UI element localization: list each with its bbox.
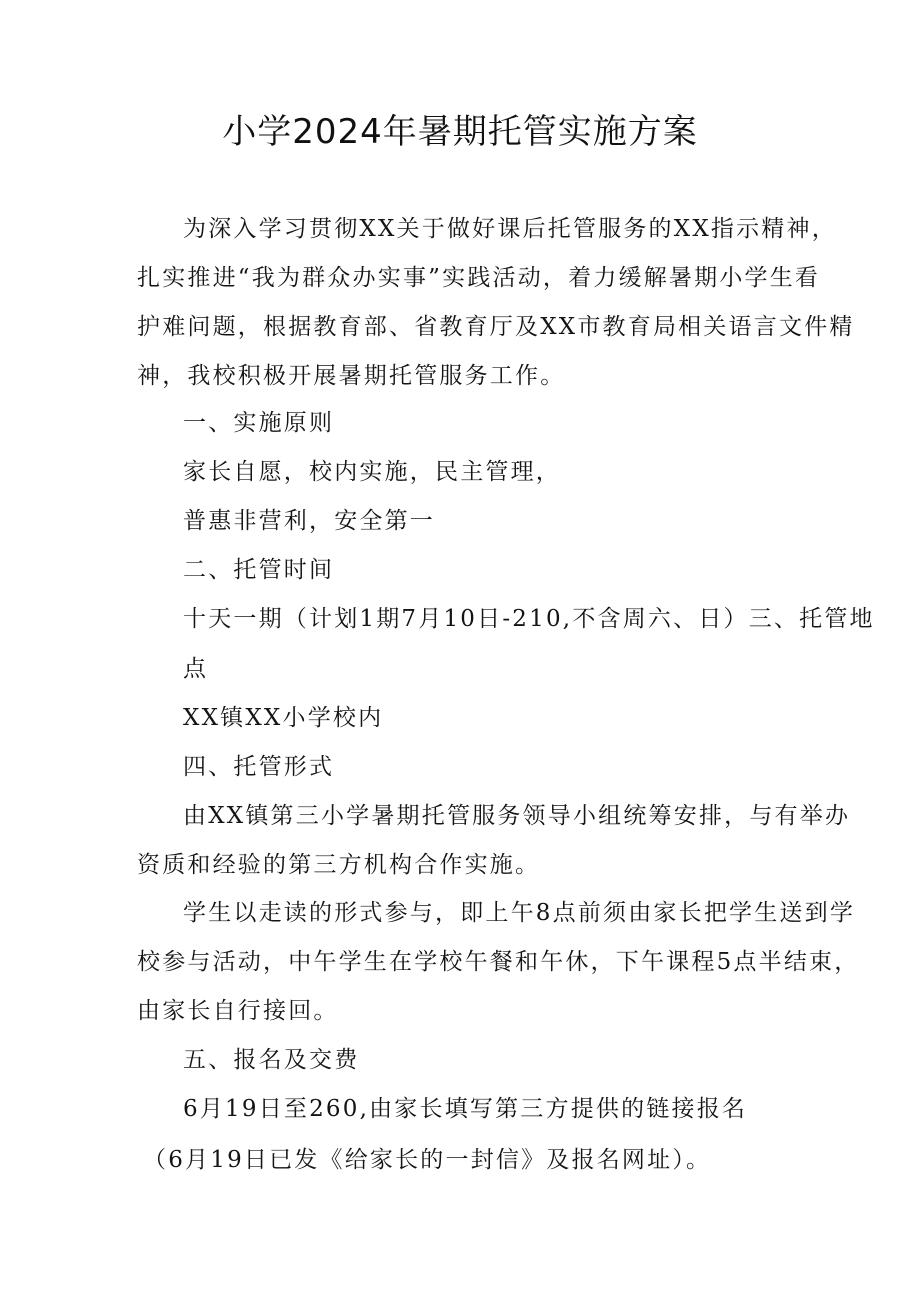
text-line: 资质和经验的第三方机构合作实施。 [137, 852, 541, 878]
text-line: 十天一期（计划1期7月10日-210,不含周六、日）三、托管地 [183, 606, 875, 632]
text-line: 神，我校积极开展暑期托管服务工作。 [137, 363, 566, 389]
document-title: 小学2024年暑期托管实施方案 [222, 112, 698, 152]
text-line: 家长自愿，校内实施，民主管理， [183, 459, 561, 485]
text-line: 6月19日至260,由家长填写第三方提供的链接报名 [183, 1096, 748, 1122]
text-line: 普惠非营利，安全第一 [183, 508, 435, 534]
text-line: 扎实推进“我为群众办实事”实践活动，着力缓解暑期小学生看 [137, 265, 821, 291]
section-heading: 一、实施原则 [183, 410, 335, 436]
text-line: 点 [183, 656, 209, 682]
section-heading: 四、托管形式 [183, 754, 335, 780]
text-line: 学生以走读的形式参与，即上午8点前须由家长把学生送到学 [183, 900, 856, 926]
text-line: （6月19日已发《给家长的一封信》及报名网址）。 [143, 1147, 712, 1173]
text-line: 护难问题，根据教育部、省教育厅及XX市教育局相关语言文件精 [137, 314, 855, 340]
text-line: XX镇XX小学校内 [183, 705, 384, 731]
section-heading: 五、报名及交费 [183, 1047, 360, 1073]
text-line: 校参与活动，中午学生在学校午餐和午休，下午课程5点半结束， [137, 949, 860, 975]
text-line: 为深入学习贯彻XX关于做好课后托管服务的XX指示精神， [183, 216, 837, 242]
section-heading: 二、托管时间 [183, 557, 335, 583]
text-line: 由家长自行接回。 [137, 998, 339, 1024]
text-line: 由XX镇第三小学暑期托管服务领导小组统筹安排，与有举办 [183, 803, 851, 829]
